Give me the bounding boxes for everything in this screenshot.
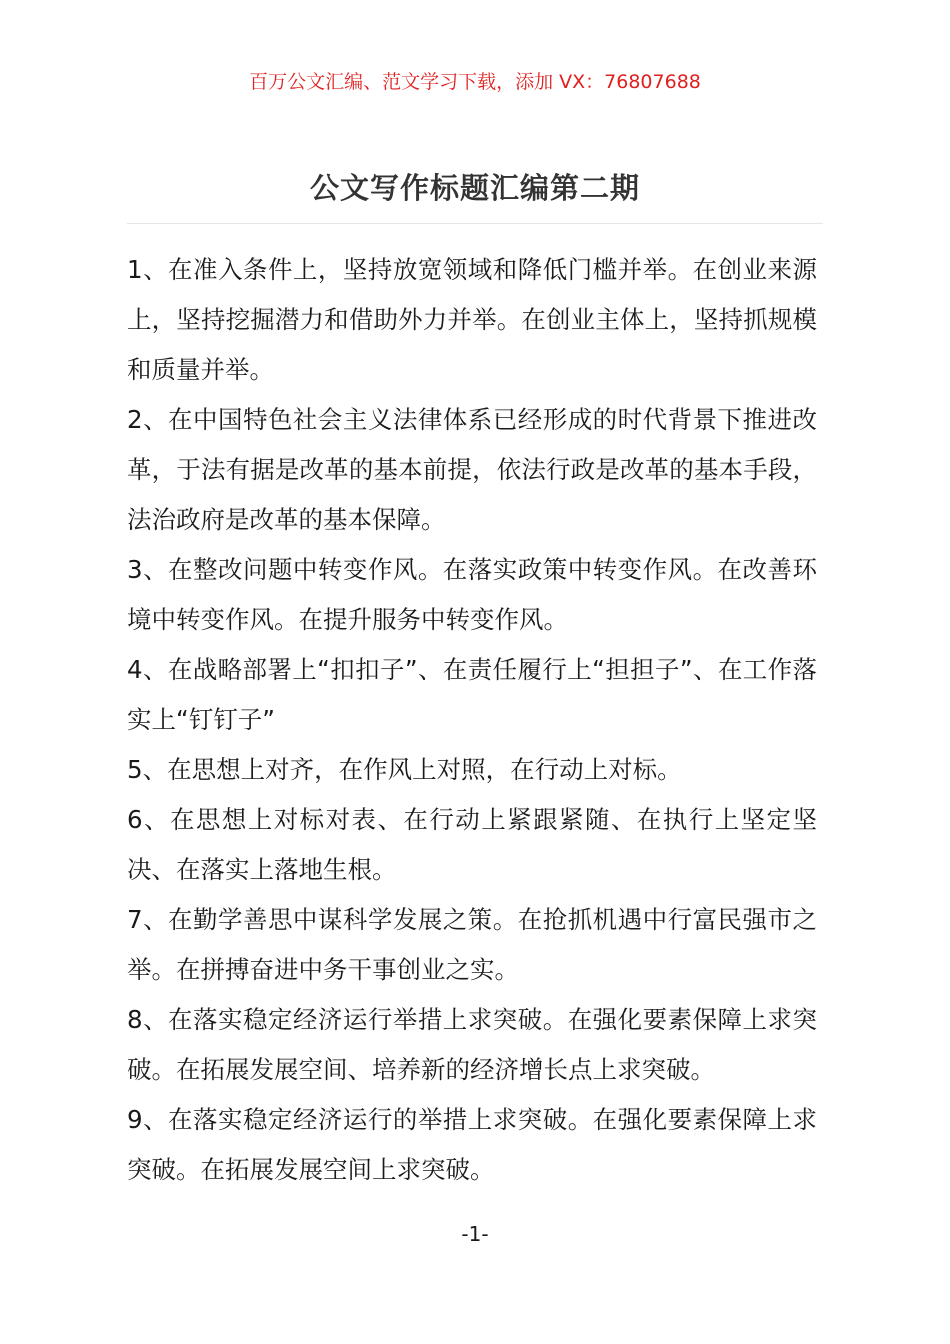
list-item: 1、在准入条件上，坚持放宽领域和降低门槛并举。在创业来源上，坚持挖掘潜力和借助外力并举。在创业主体上，坚持抓规模和质量并举。 [127,255,817,384]
list-item: 7、在勤学善思中谋科学发展之策。在抢抓机遇中行富民强市之举。在拼搏奋进中务干事创业之实。 [127,905,817,984]
list-item: 5、在思想上对齐，在作风上对照，在行动上对标。 [127,755,682,784]
document-body [127,245,817,1195]
title-divider [127,223,823,224]
list-item: 3、在整改问题中转变作风。在落实政策中转变作风。在改善环境中转变作风。在提升服务中转变作风。 [127,555,817,634]
page-number: -1- [461,1222,489,1246]
list-item: 4、在战略部署上“扣扣子”、在责任履行上“担担子”、在工作落实上“钉钉子” [127,655,817,734]
document-title: 公文写作标题汇编第二期 [309,171,640,205]
list-item: 9、在落实稳定经济运行的举措上求突破。在强化要素保障上求突破。在拓展发展空间上求突破。 [127,1105,817,1184]
list-item: 2、在中国特色社会主义法律体系已经形成的时代背景下推进改革，于法有据是改革的基本前提，依法行政是改革的基本手段，法治政府是改革的基本保障。 [127,405,817,534]
list-item: 6、在思想上对标对表、在行动上紧跟紧随、在执行上坚定坚决、在落实上落地生根。 [127,805,817,884]
header-watermark-note: 百万公文汇编、范文学习下载，添加 VX：76807688 [249,71,701,93]
list-item: 8、在落实稳定经济运行举措上求突破。在强化要素保障上求突破。在拓展发展空间、培养新的经济增长点上求突破。 [127,1005,817,1084]
